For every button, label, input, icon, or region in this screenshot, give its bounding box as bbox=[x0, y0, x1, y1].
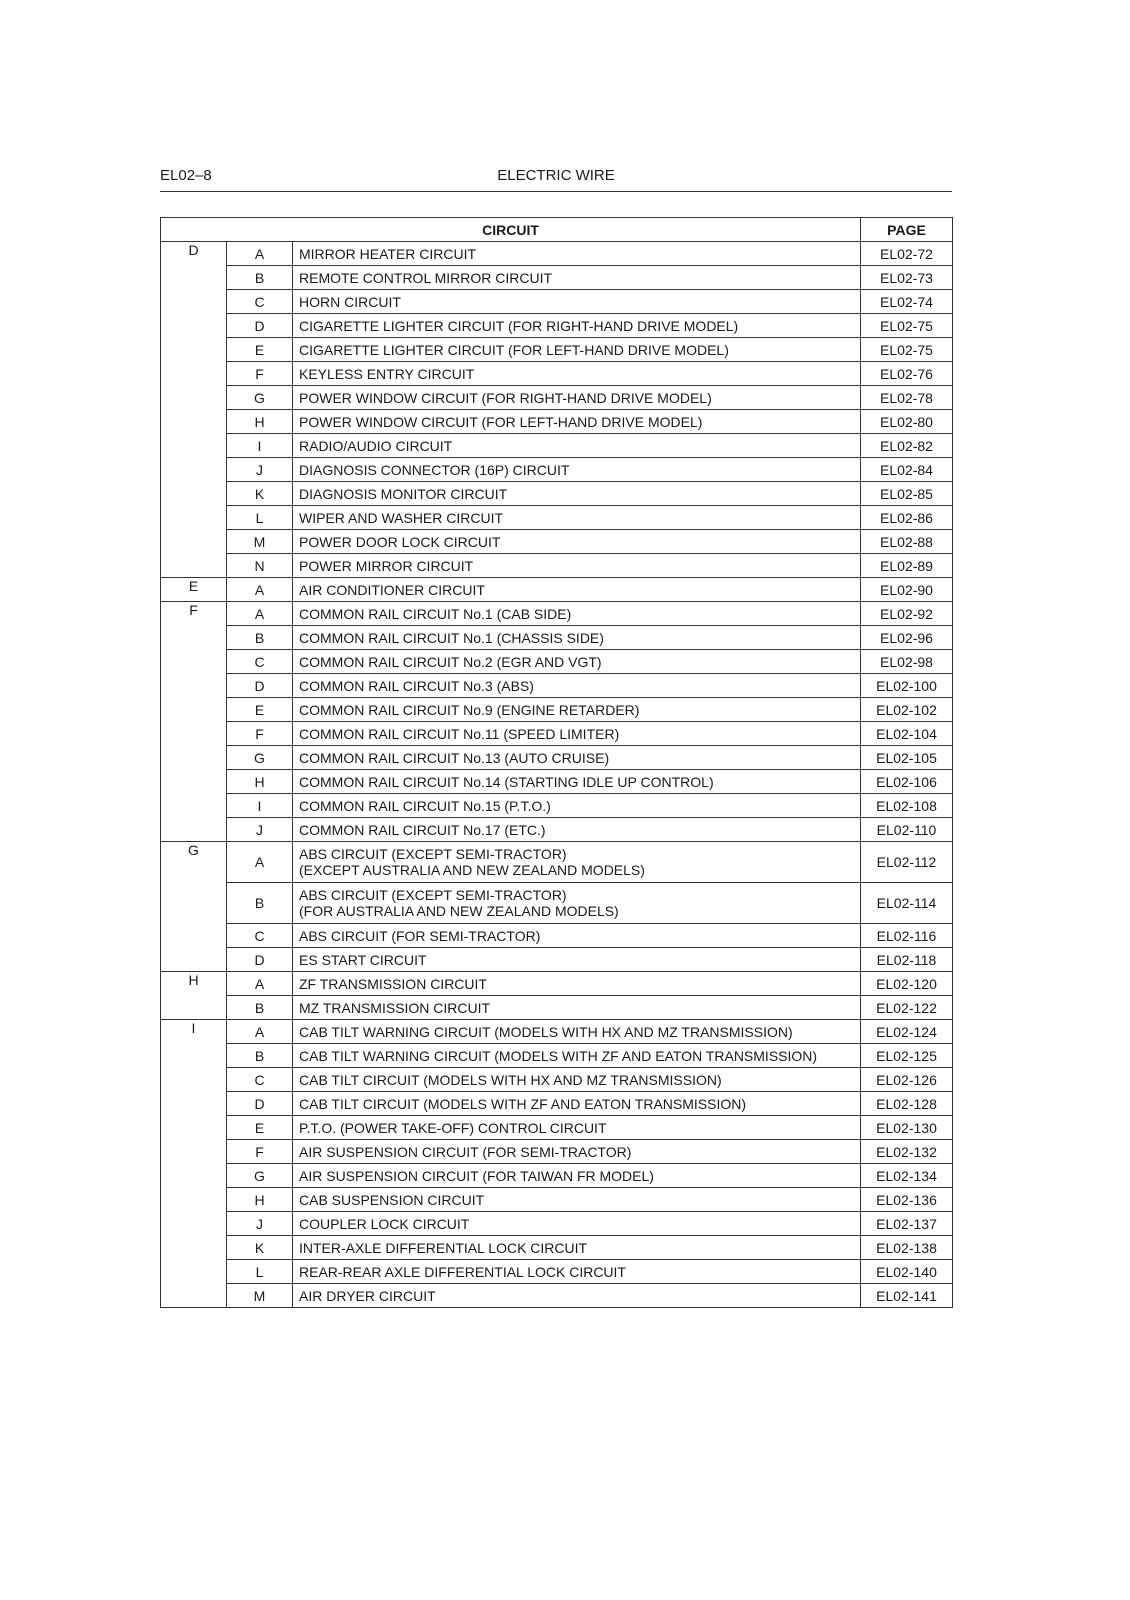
page-ref-cell: EL02-136 bbox=[861, 1188, 953, 1212]
group-cell: I bbox=[161, 1020, 227, 1308]
letter-cell: H bbox=[227, 410, 293, 434]
table-row bbox=[161, 1212, 953, 1236]
page-ref-cell: EL02-112 bbox=[861, 842, 953, 883]
circuit-column-header: CIRCUIT bbox=[161, 218, 861, 242]
circuit-cell: CAB TILT WARNING CIRCUIT (MODELS WITH ZF AND EATON TRANSMISSION) bbox=[293, 1044, 861, 1068]
circuit-cell: CAB SUSPENSION CIRCUIT bbox=[293, 1188, 861, 1212]
table-row bbox=[161, 948, 953, 972]
letter-cell: F bbox=[227, 1140, 293, 1164]
letter-cell: A bbox=[227, 242, 293, 266]
circuit-cell: KEYLESS ENTRY CIRCUIT bbox=[293, 362, 861, 386]
table-row bbox=[161, 602, 953, 626]
letter-cell: J bbox=[227, 1212, 293, 1236]
circuit-cell: CAB TILT CIRCUIT (MODELS WITH HX AND MZ TRANSMISSION) bbox=[293, 1068, 861, 1092]
page-ref-cell: EL02-98 bbox=[861, 650, 953, 674]
circuit-cell: MIRROR HEATER CIRCUIT bbox=[293, 242, 861, 266]
letter-cell: N bbox=[227, 554, 293, 578]
letter-cell: G bbox=[227, 746, 293, 770]
letter-cell: B bbox=[227, 1044, 293, 1068]
page-code: EL02–8 bbox=[160, 167, 212, 184]
circuit-cell: POWER DOOR LOCK CIRCUIT bbox=[293, 530, 861, 554]
letter-cell: K bbox=[227, 1236, 293, 1260]
table-row bbox=[161, 818, 953, 842]
table-row bbox=[161, 242, 953, 266]
letter-cell: A bbox=[227, 1020, 293, 1044]
page-header bbox=[160, 165, 952, 192]
table-row bbox=[161, 1236, 953, 1260]
circuit-cell: WIPER AND WASHER CIRCUIT bbox=[293, 506, 861, 530]
letter-cell: C bbox=[227, 290, 293, 314]
circuit-cell: HORN CIRCUIT bbox=[293, 290, 861, 314]
table-row bbox=[161, 626, 953, 650]
circuit-cell: MZ TRANSMISSION CIRCUIT bbox=[293, 996, 861, 1020]
table-row bbox=[161, 530, 953, 554]
letter-cell: F bbox=[227, 722, 293, 746]
table-header-row bbox=[161, 218, 953, 242]
page-ref-cell: EL02-105 bbox=[861, 746, 953, 770]
circuit-cell: DIAGNOSIS MONITOR CIRCUIT bbox=[293, 482, 861, 506]
table-row bbox=[161, 434, 953, 458]
circuit-cell: REAR-REAR AXLE DIFFERENTIAL LOCK CIRCUIT bbox=[293, 1260, 861, 1284]
table-row bbox=[161, 554, 953, 578]
letter-cell: D bbox=[227, 674, 293, 698]
page-ref-cell: EL02-74 bbox=[861, 290, 953, 314]
table-row bbox=[161, 314, 953, 338]
circuit-cell bbox=[293, 842, 861, 883]
circuit-cell: COMMON RAIL CIRCUIT No.11 (SPEED LIMITER) bbox=[293, 722, 861, 746]
table-row bbox=[161, 1116, 953, 1140]
letter-cell: H bbox=[227, 770, 293, 794]
page-ref-cell: EL02-104 bbox=[861, 722, 953, 746]
table-row bbox=[161, 842, 953, 883]
circuit-cell: ES START CIRCUIT bbox=[293, 948, 861, 972]
circuit-cell: AIR SUSPENSION CIRCUIT (FOR SEMI-TRACTOR) bbox=[293, 1140, 861, 1164]
letter-cell: J bbox=[227, 458, 293, 482]
page-ref-cell: EL02-116 bbox=[861, 924, 953, 948]
page-ref-cell: EL02-86 bbox=[861, 506, 953, 530]
table-row bbox=[161, 1020, 953, 1044]
page-ref-cell: EL02-75 bbox=[861, 314, 953, 338]
letter-cell: E bbox=[227, 338, 293, 362]
page-ref-cell: EL02-140 bbox=[861, 1260, 953, 1284]
page-ref-cell: EL02-138 bbox=[861, 1236, 953, 1260]
letter-cell: L bbox=[227, 506, 293, 530]
table-row bbox=[161, 996, 953, 1020]
page-ref-cell: EL02-130 bbox=[861, 1116, 953, 1140]
letter-cell: B bbox=[227, 266, 293, 290]
page-ref-cell: EL02-137 bbox=[861, 1212, 953, 1236]
table-row bbox=[161, 1068, 953, 1092]
letter-cell: C bbox=[227, 1068, 293, 1092]
page-column-header: PAGE bbox=[861, 218, 953, 242]
circuit-cell: CAB TILT WARNING CIRCUIT (MODELS WITH HX AND MZ TRANSMISSION) bbox=[293, 1020, 861, 1044]
table-row bbox=[161, 972, 953, 996]
page-ref-cell: EL02-96 bbox=[861, 626, 953, 650]
circuit-cell: COMMON RAIL CIRCUIT No.3 (ABS) bbox=[293, 674, 861, 698]
table-row bbox=[161, 1092, 953, 1116]
circuit-index-table bbox=[160, 217, 953, 1308]
page-ref-cell: EL02-122 bbox=[861, 996, 953, 1020]
page-ref-cell: EL02-128 bbox=[861, 1092, 953, 1116]
letter-cell: B bbox=[227, 996, 293, 1020]
circuit-cell: RADIO/AUDIO CIRCUIT bbox=[293, 434, 861, 458]
table-row bbox=[161, 794, 953, 818]
page-ref-cell: EL02-132 bbox=[861, 1140, 953, 1164]
letter-cell: K bbox=[227, 482, 293, 506]
letter-cell: D bbox=[227, 1092, 293, 1116]
circuit-cell: COMMON RAIL CIRCUIT No.17 (ETC.) bbox=[293, 818, 861, 842]
circuit-cell: CIGARETTE LIGHTER CIRCUIT (FOR RIGHT-HAND DRIVE MODEL) bbox=[293, 314, 861, 338]
letter-cell: L bbox=[227, 1260, 293, 1284]
table-body bbox=[161, 242, 953, 1308]
page-ref-cell: EL02-120 bbox=[861, 972, 953, 996]
page-ref-cell: EL02-72 bbox=[861, 242, 953, 266]
circuit-cell: CIGARETTE LIGHTER CIRCUIT (FOR LEFT-HAND DRIVE MODEL) bbox=[293, 338, 861, 362]
page-ref-cell: EL02-78 bbox=[861, 386, 953, 410]
page-ref-cell: EL02-73 bbox=[861, 266, 953, 290]
group-cell: E bbox=[161, 578, 227, 602]
letter-cell: M bbox=[227, 530, 293, 554]
circuit-line-2: (EXCEPT AUSTRALIA AND NEW ZEALAND MODELS) bbox=[299, 862, 645, 878]
table-row bbox=[161, 338, 953, 362]
group-cell: G bbox=[161, 842, 227, 972]
table-row bbox=[161, 883, 953, 924]
letter-cell: D bbox=[227, 948, 293, 972]
table-row bbox=[161, 770, 953, 794]
page-ref-cell: EL02-106 bbox=[861, 770, 953, 794]
circuit-cell: COMMON RAIL CIRCUIT No.14 (STARTING IDLE UP CONTROL) bbox=[293, 770, 861, 794]
letter-cell: F bbox=[227, 362, 293, 386]
circuit-cell: ABS CIRCUIT (FOR SEMI-TRACTOR) bbox=[293, 924, 861, 948]
table-row bbox=[161, 698, 953, 722]
table-row bbox=[161, 410, 953, 434]
circuit-cell: COMMON RAIL CIRCUIT No.1 (CHASSIS SIDE) bbox=[293, 626, 861, 650]
page-ref-cell: EL02-85 bbox=[861, 482, 953, 506]
circuit-cell: REMOTE CONTROL MIRROR CIRCUIT bbox=[293, 266, 861, 290]
letter-cell: E bbox=[227, 1116, 293, 1140]
page-ref-cell: EL02-80 bbox=[861, 410, 953, 434]
circuit-line-1: ABS CIRCUIT (EXCEPT SEMI-TRACTOR) bbox=[299, 887, 567, 903]
letter-cell: H bbox=[227, 1188, 293, 1212]
page-ref-cell: EL02-114 bbox=[861, 883, 953, 924]
page-ref-cell: EL02-90 bbox=[861, 578, 953, 602]
page-ref-cell: EL02-134 bbox=[861, 1164, 953, 1188]
table-row bbox=[161, 650, 953, 674]
page-ref-cell: EL02-89 bbox=[861, 554, 953, 578]
table-row bbox=[161, 386, 953, 410]
circuit-cell: CAB TILT CIRCUIT (MODELS WITH ZF AND EATON TRANSMISSION) bbox=[293, 1092, 861, 1116]
page-ref-cell: EL02-124 bbox=[861, 1020, 953, 1044]
page-ref-cell: EL02-126 bbox=[861, 1068, 953, 1092]
page-ref-cell: EL02-76 bbox=[861, 362, 953, 386]
letter-cell: M bbox=[227, 1284, 293, 1308]
circuit-cell: AIR SUSPENSION CIRCUIT (FOR TAIWAN FR MODEL) bbox=[293, 1164, 861, 1188]
page-ref-cell: EL02-84 bbox=[861, 458, 953, 482]
circuit-cell: INTER-AXLE DIFFERENTIAL LOCK CIRCUIT bbox=[293, 1236, 861, 1260]
letter-cell: I bbox=[227, 434, 293, 458]
circuit-cell: POWER WINDOW CIRCUIT (FOR LEFT-HAND DRIVE MODEL) bbox=[293, 410, 861, 434]
table-row bbox=[161, 1260, 953, 1284]
circuit-cell: P.T.O. (POWER TAKE-OFF) CONTROL CIRCUIT bbox=[293, 1116, 861, 1140]
table-row bbox=[161, 266, 953, 290]
letter-cell: A bbox=[227, 578, 293, 602]
page-ref-cell: EL02-102 bbox=[861, 698, 953, 722]
page-ref-cell: EL02-141 bbox=[861, 1284, 953, 1308]
page-ref-cell: EL02-108 bbox=[861, 794, 953, 818]
circuit-cell: AIR DRYER CIRCUIT bbox=[293, 1284, 861, 1308]
page-title: ELECTRIC WIRE bbox=[497, 167, 615, 184]
letter-cell: A bbox=[227, 602, 293, 626]
table-row bbox=[161, 1140, 953, 1164]
page-ref-cell: EL02-125 bbox=[861, 1044, 953, 1068]
circuit-cell: AIR CONDITIONER CIRCUIT bbox=[293, 578, 861, 602]
circuit-cell: DIAGNOSIS CONNECTOR (16P) CIRCUIT bbox=[293, 458, 861, 482]
table-row bbox=[161, 674, 953, 698]
letter-cell: C bbox=[227, 650, 293, 674]
letter-cell: A bbox=[227, 842, 293, 883]
circuit-cell: COMMON RAIL CIRCUIT No.15 (P.T.O.) bbox=[293, 794, 861, 818]
circuit-cell: POWER WINDOW CIRCUIT (FOR RIGHT-HAND DRIVE MODEL) bbox=[293, 386, 861, 410]
circuit-cell: COMMON RAIL CIRCUIT No.1 (CAB SIDE) bbox=[293, 602, 861, 626]
table-row bbox=[161, 458, 953, 482]
table-row bbox=[161, 1188, 953, 1212]
letter-cell: B bbox=[227, 883, 293, 924]
letter-cell: G bbox=[227, 386, 293, 410]
circuit-line-2: (FOR AUSTRALIA AND NEW ZEALAND MODELS) bbox=[299, 903, 619, 919]
circuit-cell: COMMON RAIL CIRCUIT No.13 (AUTO CRUISE) bbox=[293, 746, 861, 770]
table-row bbox=[161, 1164, 953, 1188]
page-ref-cell: EL02-92 bbox=[861, 602, 953, 626]
page-ref-cell: EL02-110 bbox=[861, 818, 953, 842]
letter-cell: J bbox=[227, 818, 293, 842]
circuit-cell: COMMON RAIL CIRCUIT No.9 (ENGINE RETARDER) bbox=[293, 698, 861, 722]
circuit-cell: POWER MIRROR CIRCUIT bbox=[293, 554, 861, 578]
table-row bbox=[161, 1044, 953, 1068]
page-ref-cell: EL02-118 bbox=[861, 948, 953, 972]
circuit-cell: COUPLER LOCK CIRCUIT bbox=[293, 1212, 861, 1236]
letter-cell: A bbox=[227, 972, 293, 996]
table-row bbox=[161, 746, 953, 770]
circuit-cell bbox=[293, 883, 861, 924]
table-row bbox=[161, 482, 953, 506]
page-ref-cell: EL02-88 bbox=[861, 530, 953, 554]
letter-cell: I bbox=[227, 794, 293, 818]
letter-cell: D bbox=[227, 314, 293, 338]
group-cell: D bbox=[161, 242, 227, 578]
table-row bbox=[161, 506, 953, 530]
page-ref-cell: EL02-75 bbox=[861, 338, 953, 362]
letter-cell: C bbox=[227, 924, 293, 948]
circuit-cell: COMMON RAIL CIRCUIT No.2 (EGR AND VGT) bbox=[293, 650, 861, 674]
circuit-line-1: ABS CIRCUIT (EXCEPT SEMI-TRACTOR) bbox=[299, 846, 567, 862]
letter-cell: B bbox=[227, 626, 293, 650]
table-row bbox=[161, 1284, 953, 1308]
table-row bbox=[161, 362, 953, 386]
page-ref-cell: EL02-82 bbox=[861, 434, 953, 458]
group-cell: F bbox=[161, 602, 227, 842]
group-cell: H bbox=[161, 972, 227, 1020]
letter-cell: E bbox=[227, 698, 293, 722]
letter-cell: G bbox=[227, 1164, 293, 1188]
page-ref-cell: EL02-100 bbox=[861, 674, 953, 698]
table-row bbox=[161, 290, 953, 314]
table-row bbox=[161, 578, 953, 602]
table-row bbox=[161, 924, 953, 948]
table-row bbox=[161, 722, 953, 746]
circuit-cell: ZF TRANSMISSION CIRCUIT bbox=[293, 972, 861, 996]
